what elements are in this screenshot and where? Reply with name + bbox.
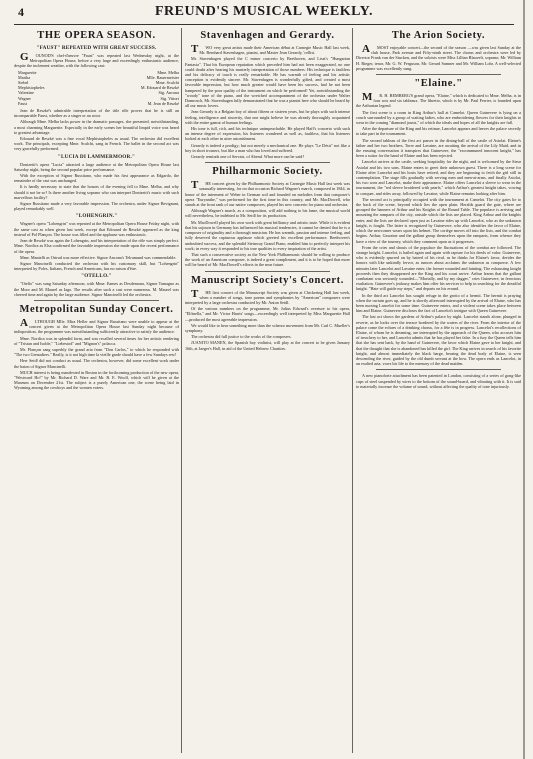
cast-role: Siebel [18,80,29,86]
article-paragraph: Mme. Mantelli as Ortrud was more effective. Signor Ancona's Telramund was commendable. [20,254,177,260]
cast-singer: Mlle. Bauermeister [146,74,179,80]
article-paragraph: The first scene is a room in King Arthur's hall at Camelot. Queen Guinevere is lying on a couch surrounded by a group of waiting ladies, who are embroidering flowers for their knights to wear in the coming "diamond jousts," of which the ideals and hopes of all the knights are full. [356,109,521,126]
article-paragraph: The last act shows the gardens of Arthur's palace by night. Lancelot stands alone, plunged in reverie, as he looks over the terrace bordered by the waters of the river. From the interior of the palace come the echoes of a drinking chorus, for a fête is in progress. Lancelot's recollections of Elaine, of whom he is dreaming, are interrupted by the approach of the Queen, who accuses him of treachery to her, and Lancelot admits that he has played her false. In a fury the Queen tells him that she has sent back, by the hand of Guinevere, the favor which Elaine gave to her knight, and that the thought that she is abandoned has killed the girl. The King arrives in search of his favorite knight, and almost immediately the black barge, bearing the dead body of Elaine, is seen descending the river, guided by the old dumb servant at the bow. The opera ends as Lancelot, in an exalted aria, vows his life to the memory of the dead maiden. [356,314,521,367]
article-paragraph: After the departure of the King and his retinue, Lancelot appears and leaves the palace secretly to take part in the tournament. [356,126,521,137]
article-paragraph: "Otello" was sung Saturday afternoon, with Mme. Eames as Desdemona, Signor Tamagno as the Moor and M. Maurel as Iago. The results after such a cast were numerous. M. Maurel was cheered time and again by the large audience. Signor Mancinelli led the orchestra. [14,281,179,297]
column-rule [352,28,353,753]
section-title-stavenhagen-gerardy: Stavenhagen and Gerardy. [200,30,335,41]
cast-role: Mephistopheles [18,85,45,91]
article-paragraph: Wagner's opera "Lohengrin" was repeated at the Metropolitan Opera House Friday night, with the same cast as when given last week, except that Edouard de Reszké appeared as the king instead of Pol Plançon. The house was filled and the applause was enthusiastic. [14,221,179,237]
section-title-arion-society: The Arion Society. [391,30,486,41]
section-title-manuscript-society: Manuscript Society's Concert. [190,274,344,286]
article-paragraph: Of the various numbers on the programme, Mr. Julius Edward's overture to his opera, "Elfinella," and Mr. Victor Harris' songs—exceedingly well interpreted by Miss Marguerite Hall—produced the most agreeable impression. [185,306,350,322]
column-2 [185,28,350,753]
section-title-philharmonic-society: Philharmonic Society. [212,166,323,178]
article-paragraph: Jean de Reszké's admirable interpretation of the title rôle proves that he is still an incomparable Faust, whether as a singer or an actor. [14,108,179,119]
cast-role: Valentine [18,90,34,96]
article-paragraph: Herr Seidl did not conduct as usual. The orchestra, however, did some excellent work under the baton of Signor Mancinelli. [14,358,179,369]
article-paragraph: Although Mme. Melba lacks power in the dramatic passages, she presented, notwithstanding, a most charming Marguerite. Especially in the early scenes her beautiful limpid voice was heard to greatest advantage. [14,119,179,135]
heading-lucia: "LUCIA DI LAMMERMOOR." [57,153,136,160]
divider [376,369,501,370]
masthead: FREUND'S MUSICAL WEEKLY. [154,4,374,19]
cast-singer: M. Jean de Reszké [147,100,179,106]
article-paragraph: Signor Mancinelli conducted the orchestra with his customary skill, but "Lohengrin" interpreted by Poles, Italians, French and Americans, has no raison d'être. [14,260,179,272]
article-paragraph: Edouard de Reszké was a fine vocal Mephistopheles as usual. The orchestra did excellent work. The principals, excepting Mme. Scalchi, sang in French. The ballet in the second act was very gracefully performed. [14,136,179,152]
article-paragraph: ALTHOUGH Mlle. Mira Heller and Signor Russitano were unable to appear at the concert given at the Metropolitan Opera House last Sunday night because of indisposition, the programme was notwithstanding sufficiently attractive to satisfy the audience. [14,316,179,335]
article-paragraph: Although Wagner's march, as a composition, will add nothing to his fame, the musical world will nevertheless, be indebted to Mr. Seidl for its production. [185,208,350,219]
cast-singer: Sig. Ancona [158,90,179,96]
divider [205,271,330,272]
article-paragraph: THE concert given by the Philharmonic Society at Carnegie Music Hall last week was unusually interesting, for on that occasion Richard Wagner's march, composed in 1844, in honor of the interment of Weber in German soil and founded on melodies from that composer's opera "Euryanthe," was performed for the first time in this country, and Mr. MacDowell, who stands at the front rank of our native composers, played his new concerto for piano and orchestra. [185,179,350,208]
article-paragraph: Mme. Nordica was in splendid form, and was recalled several times for her artistic rendering of "Tristan and Isolde," "Liebestod" and "Mignon's" polacca. [14,335,179,346]
article-paragraph: Lancelot arrives at the castle, seeking hospitality for the night, and is welcomed by the Sieur Astolat and his two sons. Elaine enters to greet their unknown guest. There is a long scene for Elaine after Lancelot and his hosts have retired, and they are beginning to fetch the girl still in contemplation. The stage fills gradually with serving men and men-at-arms, and finally Astolat, his two sons and Lancelot, make their appearance. Elaine offers Lancelot a sleeve to wear in the tournament, the "red sleeve broidered with pearls," which Arthur's greatest knight takes, vowing to conquer, and rides away, followed by Lavaine, while Elaine remains looking after him. [356,159,521,196]
article-paragraph: AMOST enjoyable concert—the second of the season —was given last Sunday at the club house, Park avenue and Fifty-ninth street. The chorus and orchestra were led by Director Frank van der Stucken, and the soloists were Miss Lillian Blauvelt, soprano; Mr. William H. Rieger, tenor, Mr. G. W. Ferguson, Mr. Gerard Sumner and Mr. William Lohr. A well-selected programme was excellently sung. [356,43,521,71]
heading-faust: "FAUST" REPEATED WITH GREAT SUCCESS. [36,45,157,51]
section-title-metropolitan-sunday-concert: Metropolitan Sunday Concert. [19,303,174,315]
cast-role: Wagner [18,95,31,101]
cast-singer: Sig. Vittori [160,95,179,101]
divider [376,74,501,75]
article-paragraph: We would like to hear something more than the scherzo movement from Mr. Carl C. Mueller's symphony. [185,322,350,333]
article-paragraph: THE first concert of the Manuscript Society was given at Chickering Hall last week, when a number of songs, tone poems and symphonies by "American" composers were interpreted by a large orchestra conducted by Mr. Anton Seidl. [185,287,350,305]
article-paragraph: Signor Russitano made a very favorable impression. The orchestra, under Signor Bevignani, played remarkably well. [14,201,179,212]
article-paragraph: TWO very great artists made their American début at Carnegie Music Hall last week, Mr. Bernhard Stavenhagen, pianist, and Master Jean Gerardy, 'cellist. [191,43,350,56]
article-paragraph: Jean Gerardy is a Belgian boy of about fifteen or sixteen years, but he plays with such intense feeling, intelligence and sincerity, that one might believe he was already thoroughly acquainted with the entire gamut of human feelings. [185,109,350,125]
section-title-elaine: "Elaine." [414,78,463,90]
article-paragraph: His tone is full, rich, and his technique unimpeachable. He played Haff's concerto with such an intense degree of expression, his listeners wondered as well as, faultless, that his listeners looked at each other in utter astonishment. [185,126,350,142]
article-paragraph: Mr. Stavenhagen played the C minor concerto by Beethoven, and Liszt's "Hungarian Fantasia". That his European reputation which preceded him had not been exaggerated, no one could doubt after hearing his masterly interpretation of those numbers. His technique is faultless and his delicacy of touch is really remarkable. He has warmth of feeling and his artistic conception is evidently sincere. Mr. Stavenhagen is wonderfully gifted, and created a most favorable impression, but how much greater would have been his success, had he not been hampered by the poor quality of the instrument on which he performed! Yet, notwithstanding the "woody" tone of the piano, and the wretched accompaniment of the orchestra under Walter Damrosch, Mr. Stavenhagen fully demonstrated that he was a pianist here who should be heard by all our music lovers. [185,56,350,109]
cast-singer: Mme. Melba [157,69,179,75]
article-paragraph: From the cries and shouts of the populace the fluctuations of the combat are followed. The strange knight, Lancelot, is hailed again and again with rapture for his deeds of valor. Guinevere, who is evidently spurred on by hatred of his rival, as he thinks for Elaine's favor, derides the honors with like unkindly fervor, as rumors about acclaims the unknown as conqueror. A few minutes later Lancelot and Lavaine enter, the former wounded and fainting. The exhausting knight proceeds then they disappeared are the King and his court arrive. Arthur learns that the gallant combatant was seriously wounded—"Mortally, and by my dagger," cries Guinevere, in ferocious exultation. Guinevere's jealousy makes him offer his services to help in searching for the dreadful knight. "Hate will guide my steps," and departs on his errand. [356,244,521,292]
cast-singer: M. Edouard de Reszké [140,85,179,91]
article-paragraph: The second act is principally occupied with the tournament at Camelot. The city gates lie to the back of the scene, beyond which lies the open plain. Heralds guard the gate, where are grouped the banners of Arthur and his Knights of the Round Table. The populace is arriving and mounting the ramparts of the city, outside which the lists are placed. King Arthur and the knights enter, and the lists are declared open just as Lavaine rides up with Lancelot, who as the unknown knight, is fought. The latter is recognized by Guinevere, who also identifies the favor of Elaine, which the newcomer wears upon his helmet. The cortège moves off into the lists, and the combat begins. Arthur, Gawaine and the gallant group themselves upon the ramparts, from whence they have a view of the tourney, which they comment upon as it progresses. [356,196,521,244]
article-paragraph: That such a conservative society as the New York Philharmonic should be willing to produce the work of an American composer, is indeed a great compliment, and it is to be hoped that more will be heard of Mr. MacDowell's efforts in the near future. [185,251,350,268]
page-edge [523,0,525,759]
column-rule [181,28,182,753]
article-paragraph: With the exception of Signor Russitano, who made his first appearance as Edgardo, the remainder of the cast was unchanged. [14,173,179,184]
section-title-opera-season: THE OPERA SEASON. [37,30,156,41]
cast-role: Martha [18,74,31,80]
article-paragraph: MUCH interest is being manifested in Boston in the forthcoming production of the new opera, "Westward Ho!" by Mr. Richard D. Ware and Mr. B. E. Woolf, which will be given at the Museum on December 21st. The subject is a purely American one, the scene being laid in Wyoming among the cowboys and the women voters. [14,369,179,391]
article-paragraph: The second tableau of the first act passes in the dining-hall of the castle of Astolat. Elaine's father and her two brothers, Torre and Lavaine, are awaiting the arrival of the Lily Maid, and in the ensuing conversation it transpires that Guinevere, the "excommuned innocent knight," has been a suitor for the hand of Elaine and has been rejected. [356,137,521,159]
article-paragraph: Jean de Reszké was again the Lohengrin, and his interpretation of the rôle was simply perfect. Mme. Nordica as Elsa confirmed the favorable impression she made upon the recent performance of the opera. [14,238,179,254]
article-paragraph: Donizetti's opera "Lucia" attracted a large audience at the Metropolitan Opera House last Saturday night, being the second popular price performance. [14,161,179,172]
article-paragraph: Mr. Plançon sang superbly the grand aria from "Don Carlos," to which he responded with "The two Grenadiers." Really, is it not high time la vieille garde should have a few Sundays rest! [14,346,179,358]
article-paragraph: Gerardy reminds one of Servais, of Abend. What more can be said? [191,154,305,160]
cast-role: Faust [18,100,28,106]
faust-cast-list [18,70,179,106]
article-paragraph: JUANITO MANEN, the Spanish boy violinist, will play at the concert to be given January 16th, at Jaeger's Hall, in aid of the United Hebrew Charities. [185,340,350,351]
cast-singer: Mme. Scalchi [155,80,179,86]
article-paragraph: Gerardy is indeed a prodigy; but not merely a mechanical one. He plays "Le Désir" not like a boy in short trousers, but like a man who has loved and suffered. [185,142,350,153]
article-paragraph: GOUNOD'S chef-d'œuvre "Faust" was repeated last Wednesday night, at the Metropolitan Opera House, before a very large and exceedingly enthusiastic audience, despite the inclement weather, with the following cast: [14,51,179,69]
heading-otello: "OTELLO." [81,273,112,280]
divider [34,300,159,301]
page-number: 4 [18,5,24,19]
article-paragraph: In the third act Lancelot has sought refuge in the grotto of a hermit. The hermit is praying when the curtain goes up, and he is shortly afterward interrupted by the arrival of Elaine, who has been nursing Lancelot for some time. Guinevere enters, and a violent scene takes place between him and Elaine. Guinevere discloses the fact of Lancelot's intrigue with Queen Guinevere. [356,292,521,314]
article-paragraph: A new pianoforte attachment has been patented in London, consisting of a series of gong-like cups of steel suspended by wires to the bottom of the sound-board, and vibrating with it. It is said to materially increase the volume of sound, without affecting the quality of tone injuriously. [356,373,521,389]
article-paragraph: Mr. MacDowell played his own work with great brilliancy and artistic taste. While it is evident that his sojourn in Germany has influenced his musical tendencies, it cannot be denied that he is a composer of originality and a thorough musician. He has warmth, passion and intense feeling, and fully deserved the rapturous applause which greeted his excellent performance. Beethoven's undoubted success, and the splendid Steinway Grand Piano, enabled him to perfectly interpret his work; in every way it responded to his true qualities to every inspiration of the artist. [185,219,350,251]
cast-role: Marguerite [18,69,37,75]
heading-lohengrin: "LOHENGRIN." [75,213,118,220]
column-1 [14,28,179,753]
column-3 [356,28,521,753]
page-header [14,4,514,25]
cast-row [18,101,179,106]
article-paragraph: MR. H. BEMBERG'S grand opera, "Elaine," which is dedicated to Mme. Melba, is in four acts and six tableaux. The libretto, which is by Mr. Paul Ferrier, is founded upon the Arthurian legend. [356,91,521,109]
article-paragraph: It is hardly necessary to state that the honors of the evening fell to Mme. Melba, and why should it not be so? Is there another living soprano who can interpret Donizetti's music with such marvellous facility? [14,184,179,200]
divider [205,162,330,163]
article-paragraph: The orchestra did full justice to the works of the composers. [191,334,292,340]
